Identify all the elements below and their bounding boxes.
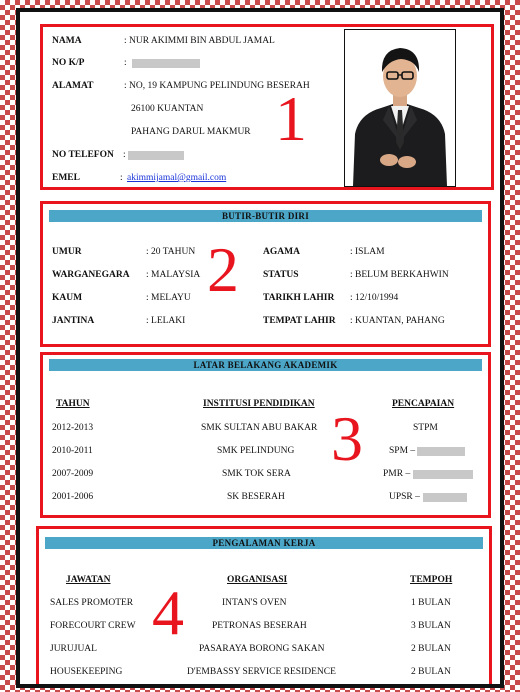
nokp-colon: :	[124, 58, 127, 68]
pmr-result-redacted	[413, 470, 473, 479]
tahun-cell: 2007-2009	[52, 469, 94, 479]
akademik-header: LATAR BELAKANG AKADEMIK	[49, 359, 482, 371]
tahun-cell: 2010-2011	[52, 446, 93, 456]
section-marker-3: 3	[331, 403, 363, 474]
emel-label: EMEL	[52, 173, 80, 183]
alamat-line2: 26100 KUANTAN	[131, 104, 204, 114]
jawatan-cell: FORECOURT CREW	[50, 621, 136, 631]
jawatan-cell: JURUJUAL	[50, 644, 97, 654]
telefon-redacted	[128, 151, 184, 160]
section-marker-4: 4	[152, 577, 184, 648]
tarikh-lahir-label: TARIKH LAHIR	[263, 293, 335, 303]
warganegara-value: : MALAYSIA	[146, 270, 201, 280]
tempat-lahir-label: TEMPAT LAHIR	[263, 316, 336, 326]
tarikh-lahir-value: : 12/10/1994	[350, 293, 399, 303]
pencapaian-cell: SPM –	[389, 446, 416, 456]
person-silhouette-icon	[345, 30, 455, 186]
organisasi-cell: INTAN'S OVEN	[222, 598, 287, 608]
tempoh-cell: 2 BULAN	[411, 667, 451, 677]
telefon-colon: :	[123, 150, 126, 160]
nama-value: : NUR AKIMMI BIN ABDUL JAMAL	[124, 36, 275, 46]
umur-value: : 20 TAHUN	[146, 247, 196, 257]
jawatan-column-header: JAWATAN	[66, 575, 111, 585]
organisasi-column-header: ORGANISASI	[227, 575, 288, 585]
upsr-result-redacted	[423, 493, 467, 502]
emel-colon: :	[120, 173, 123, 183]
telefon-label: NO TELEFON	[52, 150, 114, 160]
institusi-cell: SK BESERAH	[227, 492, 285, 502]
institusi-cell: SMK PELINDUNG	[217, 446, 295, 456]
tahun-column-header: TAHUN	[56, 399, 90, 409]
resume-page	[16, 8, 504, 688]
tahun-cell: 2001-2006	[52, 492, 94, 502]
status-label: STATUS	[263, 270, 299, 280]
jantina-label: JANTINA	[52, 316, 95, 326]
umur-label: UMUR	[52, 247, 82, 257]
kaum-label: KAUM	[52, 293, 83, 303]
kaum-value: : MELAYU	[146, 293, 191, 303]
alamat-line3: PAHANG DARUL MAKMUR	[131, 127, 251, 137]
alamat-line1: : NO, 19 KAMPUNG PELINDUNG BESERAH	[124, 81, 310, 91]
butir-diri-header: BUTIR-BUTIR DIRI	[49, 210, 482, 222]
organisasi-cell: PASARAYA BORONG SAKAN	[199, 644, 325, 654]
status-value: : BELUM BERKAHWIN	[350, 270, 449, 280]
pencapaian-cell: STPM	[413, 423, 438, 433]
akademik-section	[40, 352, 491, 518]
tempoh-cell: 2 BULAN	[411, 644, 451, 654]
jawatan-cell: SALES PROMOTER	[50, 598, 134, 608]
pencapaian-column-header: PENCAPAIAN	[392, 399, 455, 409]
nokp-label: NO K/P	[52, 58, 85, 68]
institusi-cell: SMK TOK SERA	[222, 469, 291, 479]
organisasi-cell: PETRONAS BESERAH	[212, 621, 307, 631]
institusi-column-header: INSTITUSI PENDIDIKAN	[203, 399, 315, 409]
profile-photo	[344, 29, 456, 187]
tempoh-column-header: TEMPOH	[410, 575, 453, 585]
email-link[interactable]: akimmijamal@gmail.com	[127, 173, 227, 183]
pencapaian-cell: PMR –	[383, 469, 411, 479]
kerja-header: PENGALAMAN KERJA	[45, 537, 483, 549]
nokp-redacted	[132, 59, 200, 68]
spm-result-redacted	[417, 447, 465, 456]
tempoh-cell: 1 BULAN	[411, 598, 451, 608]
institusi-cell: SMK SULTAN ABU BAKAR	[201, 423, 318, 433]
tahun-cell: 2012-2013	[52, 423, 94, 433]
tempoh-cell: 3 BULAN	[411, 621, 451, 631]
alamat-label: ALAMAT	[52, 81, 94, 91]
personal-info-section	[40, 24, 494, 190]
organisasi-cell: D'EMBASSY SERVICE RESIDENCE	[187, 667, 336, 677]
agama-label: AGAMA	[263, 247, 300, 257]
section-marker-2: 2	[207, 234, 239, 305]
tempat-lahir-value: : KUANTAN, PAHANG	[350, 316, 445, 326]
warganegara-label: WARGANEGARA	[52, 270, 130, 280]
butir-diri-section	[40, 201, 491, 347]
jawatan-cell: HOUSEKEEPING	[50, 667, 123, 677]
nama-label: NAMA	[52, 36, 82, 46]
section-marker-1: 1	[275, 83, 307, 154]
jantina-value: : LELAKI	[146, 316, 186, 326]
kerja-section	[36, 526, 492, 688]
agama-value: : ISLAM	[350, 247, 385, 257]
pencapaian-cell: UPSR –	[389, 492, 420, 502]
